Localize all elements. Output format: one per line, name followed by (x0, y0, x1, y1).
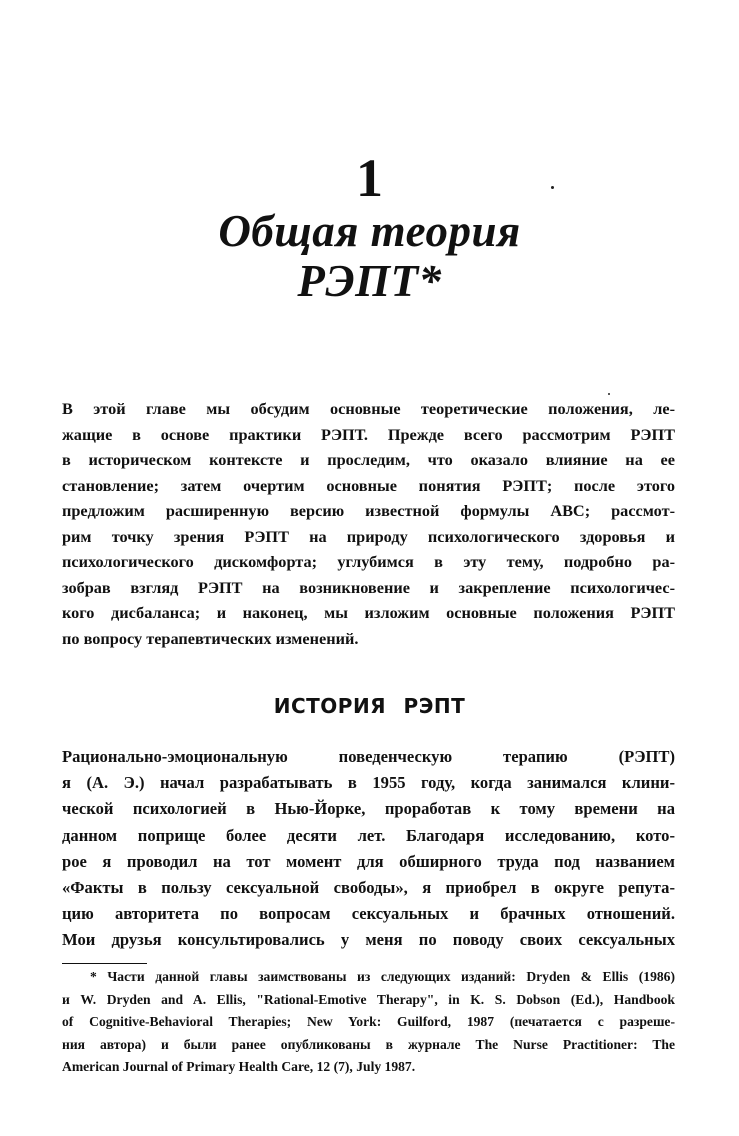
stray-mark (551, 186, 554, 189)
intro-line: психологического дискомфорта; углубимся в эту тему, подробно ра- (62, 552, 675, 571)
intro-paragraph (62, 396, 675, 651)
footnote-line: of Cognitive-Behavioral Therapies; New York: Guilford, 1987 (печатается с разреше- (62, 1014, 675, 1029)
body-line: я (А. Э.) начал разрабатывать в 1955 году, когда занимался клини- (62, 773, 675, 793)
footnote (62, 966, 675, 1079)
footnote-line: * Части данной главы заимствованы из следующих изданий: Dryden & Ellis (1986) (90, 969, 675, 984)
intro-line: предложим расширенную версию известной формулы АВС; рассмот- (62, 501, 675, 520)
chapter-number: 1 (356, 148, 383, 208)
body-line: данном поприще более десяти лет. Благодаря исследованию, кото- (62, 825, 675, 845)
intro-line: кого дисбаланса; и наконец, мы изложим основные положения РЭПТ (62, 603, 675, 622)
chapter-title-line-2: РЭПТ* (297, 256, 442, 306)
intro-line: по вопросу терапевтических изменений. (62, 628, 359, 648)
footnote-line: American Journal of Primary Health Care, 12 (7), July 1987. (62, 1059, 416, 1074)
chapter-title (0, 206, 739, 306)
body-line: Мои друзья консультировались у меня по поводу своих сексуальных (62, 930, 675, 950)
section-heading: ИСТОРИЯ РЭПТ (273, 694, 466, 718)
chapter-title-line-1: Общая теория (218, 206, 521, 256)
body-line: ческой психологией в Нью-Йорке, проработав к тому времени на (62, 799, 675, 819)
intro-line: жащие в основе практики РЭПТ. Прежде всего рассмотрим РЭПТ (62, 424, 675, 444)
footnote-line: ния автора) и были ранее опубликованы в журнале The Nurse Practitioner: The (62, 1036, 675, 1052)
body-line: Рационально-эмоциональную поведенческую терапию (РЭПТ) (62, 747, 675, 766)
body-line: рое я проводил на тот момент для обширного труда под названием (62, 851, 675, 871)
body-line: цию авторитета по вопросам сексуальных и брачных отношений. (62, 904, 675, 924)
stray-mark (608, 393, 610, 395)
footnote-divider (62, 963, 147, 964)
intro-line: становление; затем очертим основные понятия РЭПТ; после этого (62, 475, 675, 495)
intro-line: зобрав взгляд РЭПТ на возникновение и закрепление психологичес- (62, 577, 675, 597)
body-line: «Факты в пользу сексуальной свободы», я приобрел в округе репута- (62, 878, 675, 898)
intro-line: в историческом контексте и проследим, что оказало влияние на ее (62, 450, 675, 469)
intro-line: рим точку зрения РЭПТ на природу психологического здоровья и (62, 526, 675, 546)
section-paragraph (62, 744, 675, 954)
intro-line: В этой главе мы обсудим основные теоретические положения, ле- (62, 399, 675, 418)
footnote-line: и W. Dryden and A. Ellis, "Rational-Emotive Therapy", in K. S. Dobson (Ed.), Handbook (62, 991, 675, 1007)
